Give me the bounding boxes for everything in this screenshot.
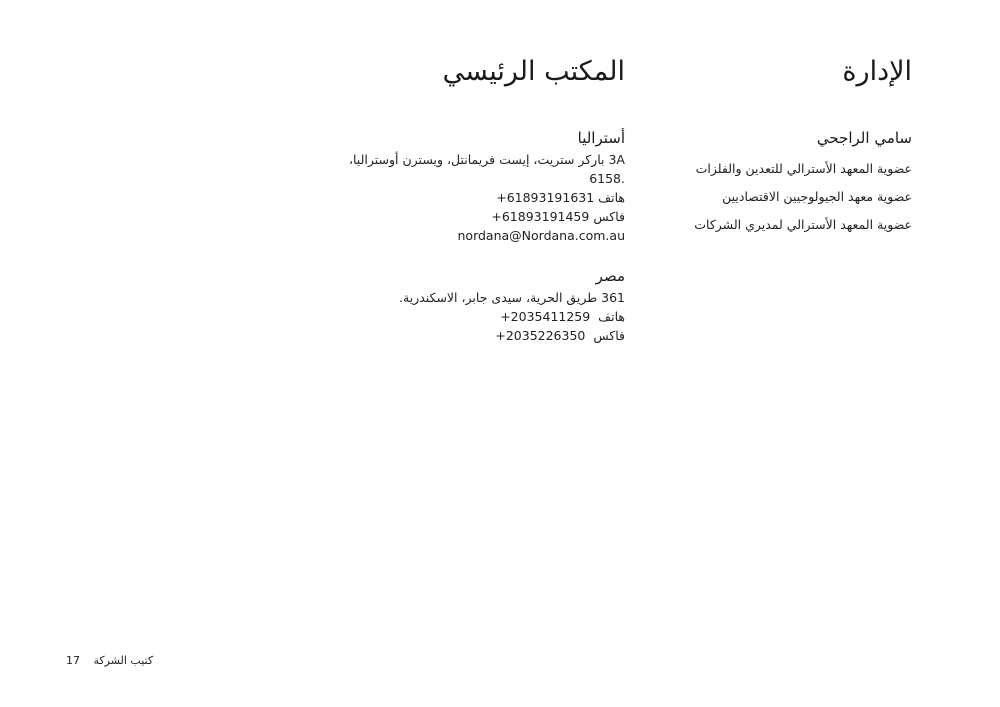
- fax-line: [305, 326, 625, 345]
- fax-line: [305, 207, 625, 226]
- address-line: 361 طريق الحرية، سيدى جابر، الاسكندرية.: [399, 290, 625, 305]
- phone-number: +61893191631: [496, 190, 595, 205]
- phone-number: +2035411259: [500, 309, 591, 324]
- address-line: 3A باركر ستريت، إيست فريمانتل، ويسترن أوستراليا،: [348, 152, 625, 167]
- fax-number: +61893191459: [491, 209, 590, 224]
- email-address[interactable]: nordana@Nordana.com.au: [457, 228, 625, 243]
- phone-line: [305, 307, 625, 326]
- email-line: [305, 226, 625, 245]
- fax-label: فاكس: [593, 209, 625, 224]
- membership-item: عضوية المعهد الأسترالي لمديري الشركات: [694, 217, 912, 232]
- fax-label: فاكس: [593, 328, 625, 343]
- management-heading: الإدارة: [842, 56, 912, 87]
- person-name: سامي الراجحي: [816, 129, 912, 147]
- membership-item: عضوية المعهد الأسترالي للتعدين والفلزات: [695, 161, 912, 176]
- membership-item: عضوية معهد الجيولوجيين الاقتصاديين: [722, 189, 912, 204]
- fax-number: +2035226350: [495, 328, 586, 343]
- address-line: .6158: [589, 171, 625, 186]
- head-office-section: [305, 52, 625, 345]
- country-name: مصر: [595, 267, 625, 285]
- phone-label: هاتف: [598, 309, 625, 324]
- footer-title: كتيب الشركة: [93, 654, 154, 667]
- page-number: 17: [66, 654, 80, 667]
- office-australia: [305, 126, 625, 245]
- head-office-heading: المكتب الرئيسي: [442, 56, 625, 87]
- phone-line: [305, 188, 625, 207]
- phone-label: هاتف: [598, 190, 625, 205]
- page-footer: [66, 652, 153, 670]
- office-egypt: [305, 264, 625, 345]
- management-section: [612, 52, 912, 234]
- country-name: أستراليا: [577, 129, 625, 147]
